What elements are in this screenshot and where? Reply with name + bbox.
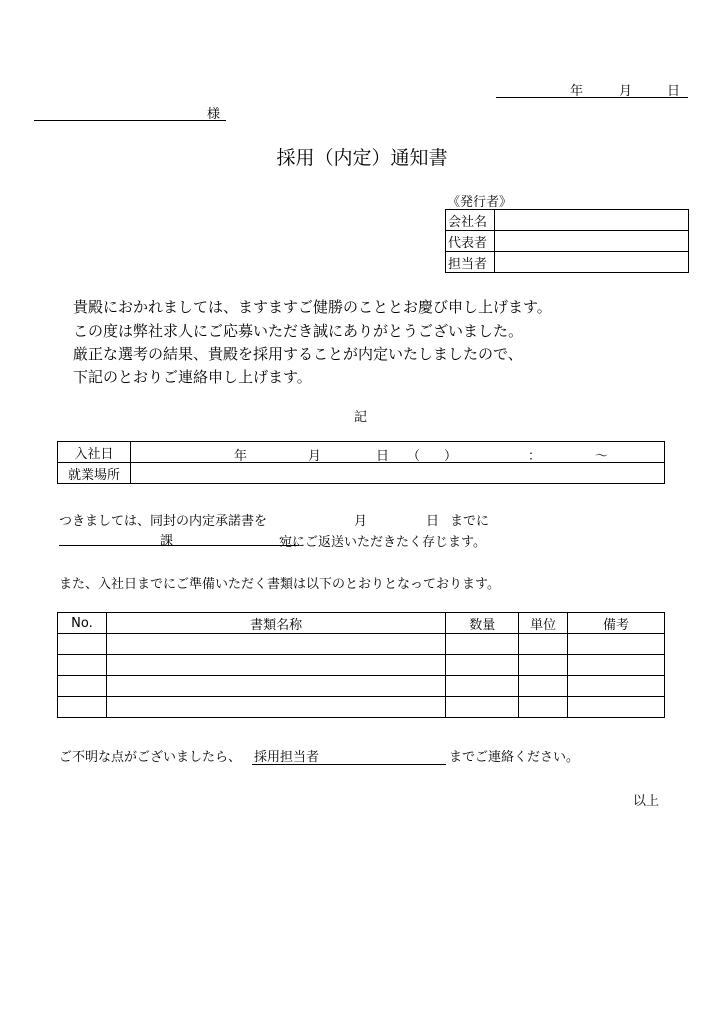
workplace-label: 就業場所 [58,463,131,484]
weekday-paren-close: ） [444,449,458,464]
table-cell [446,676,519,697]
reply-underline [59,545,299,546]
body-line-1: 貴殿におかれましては、ますますご健勝のこととお慶び申し上げます。 [73,298,552,316]
recipient-honorific: 様 [207,107,221,122]
issuer-row-representative [446,231,689,252]
start-day-label: 日 [376,449,390,464]
header-quantity: 数量 [446,613,519,634]
contact-underline [252,764,446,765]
ki-heading: 記 [354,410,368,425]
recipient-underline [34,120,226,121]
time-range-tilde: 〜 [595,449,609,464]
table-cell [568,655,665,676]
date-underline [496,97,688,98]
issuer-row-company [446,210,689,231]
issuer-table [445,209,689,273]
header-no: No. [58,613,107,634]
reply-line2-suffix: 宛にご返送いただきたく存じます。 [279,535,486,550]
issuer-key-person: 担当者 [446,252,495,273]
contact-suffix: までご連絡ください。 [449,750,580,765]
weekday-paren-open: （ [407,449,421,464]
issuer-value-representative [495,231,689,252]
time-colon: ： [528,449,542,464]
table-cell [58,655,107,676]
table-cell [106,655,445,676]
table-cell [106,634,445,655]
table-row [58,697,665,718]
table-row [58,676,665,697]
table-cell [519,676,568,697]
issuer-value-company [495,210,689,231]
table-row [58,655,665,676]
table-cell [58,676,107,697]
table-cell [519,634,568,655]
date-year-label: 年 [570,84,584,99]
issuer-label: 《発行者》 [447,195,513,210]
date-month-label: 月 [619,84,633,99]
entry-table [57,441,665,484]
document-title: 採用（内定）通知書 [276,147,448,169]
table-cell [568,634,665,655]
table-row [58,634,665,655]
body-line-4: 下記のとおりご連絡申し上げます。 [73,368,312,386]
reply-by-label: までに [450,514,490,529]
documents-header-row [58,613,665,634]
table-cell [58,697,107,718]
reply-month-label: 月 [354,514,368,529]
date-day-label: 日 [667,84,681,99]
entry-row-start-date [58,442,665,463]
issuer-key-representative: 代表者 [446,231,495,252]
start-date-value [131,442,665,463]
start-year-label: 年 [234,449,248,464]
issuer-row-person [446,252,689,273]
contact-prefix: ご不明な点がございましたら、 [59,750,242,765]
header-unit: 単位 [519,613,568,634]
body-line-2: この度は弊社求人にご応募いただき誠にありがとうございました。 [73,322,524,340]
issuer-key-company: 会社名 [446,210,495,231]
table-cell [446,634,519,655]
workplace-value [131,463,665,484]
table-cell [519,655,568,676]
body-line-3: 厳正な選考の結果、貴殿を採用することが内定いたしましたので、 [73,345,523,363]
start-date-label: 入社日 [58,442,131,463]
header-remarks: 備考 [568,613,665,634]
closing-text: 以上 [633,794,660,809]
contact-person: 採用担当者 [254,750,320,765]
reply-section-label: 課 [160,534,174,549]
header-doc-name: 書類名称 [106,613,445,634]
table-cell [106,697,445,718]
reply-line1-prefix: つきましては、同封の内定承諾書を [59,514,268,529]
table-cell [446,697,519,718]
table-cell [58,634,107,655]
entry-row-workplace [58,463,665,484]
table-cell [568,697,665,718]
start-month-label: 月 [308,449,322,464]
table-cell [446,655,519,676]
issuer-value-person [495,252,689,273]
table-cell [106,676,445,697]
docs-intro: また、入社日までにご準備いただく書類は以下のとおりとなっております。 [59,577,500,592]
documents-table [57,612,665,718]
table-cell [519,697,568,718]
reply-day-label: 日 [426,514,440,529]
table-cell [568,676,665,697]
